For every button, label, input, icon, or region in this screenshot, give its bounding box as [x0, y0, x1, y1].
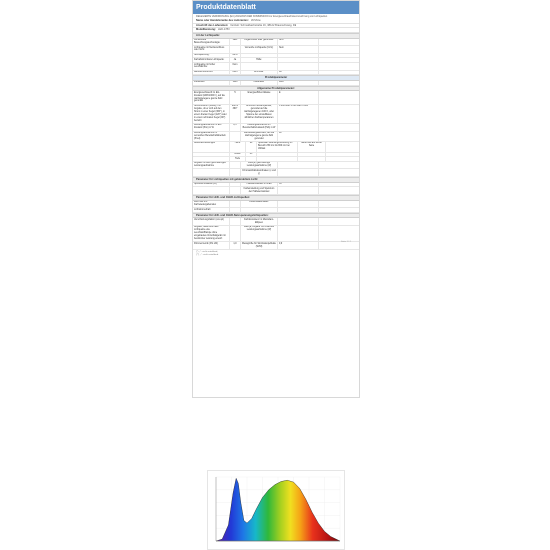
- section-light-source-type: Art der Lichtquelle:: [193, 33, 359, 39]
- supplier-value: McShine: [250, 19, 261, 23]
- product-data-sheet: [192, 0, 360, 398]
- param-header: Parameter: [241, 81, 278, 85]
- table-cell: Verwendete Beleuchtungstechnologie:: [193, 39, 230, 46]
- directional-row: [193, 187, 359, 195]
- table-cell: [230, 132, 241, 142]
- spectrum-svg: [208, 471, 344, 549]
- footnotes: [193, 250, 359, 258]
- table-cell: 56: [278, 183, 319, 187]
- table-cell: 8,5: [230, 124, 241, 131]
- table-cell: Leistungsaufnahme im Ein-Zustand (Pon) in W: [193, 124, 230, 131]
- dimension-row: [193, 142, 359, 153]
- table-cell: [230, 187, 241, 194]
- section-led-oled: Parameter für LED- und OLED-Lichtquellen:: [193, 195, 359, 201]
- section-directional: Parameter für Lichtquellen mit gebündeltem Licht:: [193, 177, 359, 183]
- table-cell: [193, 169, 230, 176]
- table-cell: [230, 226, 241, 241]
- type-row: [193, 39, 359, 47]
- supplier-info: [193, 19, 359, 33]
- table-cell: Energieverbrauch im Ein-Zustand (kWh/1000 h), auf die nächstgelegene ganze Zahl gerundet: [193, 91, 230, 103]
- spectrum-chart: [207, 470, 345, 550]
- table-cell: [230, 162, 241, 169]
- table-cell: Halbwertswinkel in Grad: [241, 183, 278, 187]
- table-cell: [241, 54, 278, 58]
- supplier-value: Vertrieb: Schmalbachstraße 16, 38122 Braunschweig, DE: [230, 23, 297, 27]
- footnote: (**) „-“: nicht zutreffend.: [196, 253, 219, 256]
- table-cell: Außenabmessungen: [193, 142, 230, 152]
- general-row: [193, 105, 359, 124]
- table-cell: [257, 157, 298, 161]
- table-cell: Blendschutzschild:: [193, 71, 230, 75]
- equivalent-row: [193, 162, 359, 170]
- table-cell: [246, 157, 257, 161]
- table-cell: Nein: [230, 63, 241, 70]
- table-cell: Vernetzte Lichtquelle (CLS):: [241, 46, 278, 53]
- led-oled-table: [193, 201, 359, 213]
- table-cell: [278, 124, 319, 131]
- table-cell: [193, 187, 230, 194]
- param-header: Wert: [230, 81, 241, 85]
- mains-row: [193, 218, 359, 226]
- table-cell: Angabe, dass eine LED-Lichtquelle eine Leuchtstofflampe ohne eingebautes Vorschaltgerät mit bestimmter Leistung ersetzt: [193, 226, 230, 241]
- table-cell: [278, 162, 319, 169]
- table-cell: Lichtquelle mit hoher Leuchtdichte:: [193, 63, 230, 70]
- sheet-title: Produktdatenblatt: [193, 1, 359, 14]
- table-cell: Ja: [230, 58, 241, 62]
- mains-led-table: [193, 218, 359, 250]
- dimension-table: [193, 142, 359, 162]
- table-cell: Messgröße für Stroboskopeffekte (SVM): [241, 242, 278, 249]
- supplier-label: Anschrift des Lieferanten:: [196, 23, 229, 27]
- table-cell: MLS: [230, 54, 241, 58]
- table-cell: Ungebündelt oder gebündelt:: [241, 39, 278, 46]
- section-product-parameters: Produktparameter: [193, 75, 359, 81]
- table-cell: Spektrale Strahlungsverteilung im Bereich 250 nm bis 800 nm bei Volllast: [257, 142, 298, 152]
- mains-row: [193, 226, 359, 242]
- table-cell: Spitzenlichtstärke (cd): [193, 183, 230, 187]
- equivalent-power-table: [193, 162, 359, 177]
- type-row: [193, 46, 359, 54]
- supplier-label: Modellkennung:: [196, 28, 216, 32]
- table-cell: E: [278, 91, 319, 103]
- table-cell: Farbwiedergabeindex, auf die nächstgelegene ganze Zahl gerundet: [241, 132, 278, 142]
- mains-row: [193, 242, 359, 250]
- table-cell: [230, 46, 241, 53]
- table-cell: [278, 187, 319, 194]
- general-row: [193, 124, 359, 132]
- table-cell: Siehe Bild auf letzter Seite: [298, 142, 326, 152]
- general-table: [193, 91, 359, 142]
- table-cell: Wert des R9-Farbwiedergabeindex: [193, 201, 230, 208]
- table-cell: Nutzlichtstrom (Φuse), mit Angabe, ob er sich auf den Strom in einer Kegel (360°), in einem breiten Kegel (120°) oder in einem schmalen Kegel (90°) bezieht: [193, 105, 230, 123]
- table-cell: [278, 63, 319, 70]
- table-cell: Netzspannung:: [193, 54, 230, 58]
- table-cell: Nein: [278, 46, 319, 53]
- table-cell: 5: [230, 91, 241, 103]
- table-cell: [230, 201, 241, 208]
- led-oled-row: [193, 201, 359, 209]
- table-cell: 80: [278, 132, 319, 142]
- table-cell: 1,0: [230, 242, 241, 249]
- table-cell: [298, 157, 326, 161]
- table-cell: Nein: [230, 71, 241, 75]
- table-cell: Tiefe: [230, 157, 246, 161]
- table-cell: NLS: [278, 39, 319, 46]
- regulation-text: DELEGIERTE VERORDNUNG (EU) 2019/2015 DER KOMMISSION zur Energieverbrauchskennzeichnung von Lichtquellen: [196, 15, 328, 18]
- table-cell: Falls ja, Angabe zur ersetzten Leistungsaufnahme (W): [241, 226, 278, 241]
- table-cell: [278, 226, 319, 241]
- table-cell: Lichtstromerhalt: [193, 208, 230, 212]
- table-cell: Ja: [278, 71, 319, 75]
- general-row: [193, 132, 359, 143]
- table-cell: [278, 201, 319, 208]
- table-cell: Chromatizitätskoordinaten (x und y): [241, 169, 278, 176]
- table-cell: 25: [246, 153, 257, 157]
- table-cell: Leistungsaufnahme im Bereitschaftszustand (Psb) in W: [241, 124, 278, 131]
- table-cell: Verschiebungsfaktor (cos φ1): [193, 218, 230, 225]
- table-cell: [230, 183, 241, 187]
- table-cell: 860 in 360°: [230, 105, 241, 123]
- general-row: [193, 91, 359, 104]
- table-cell: 90: [246, 142, 257, 152]
- table-cell: Farbeinstellung und Spektrum der Halbwertswinkel: [241, 187, 278, 194]
- table-cell: [241, 208, 278, 212]
- table-cell: [278, 218, 319, 225]
- table-cell: 0,9: [278, 242, 319, 249]
- type-row: [193, 63, 359, 71]
- table-cell: [278, 58, 319, 62]
- table-cell: [278, 208, 319, 212]
- table-cell: [230, 208, 241, 212]
- table-cell: [193, 157, 230, 161]
- table-cell: Farbabstimmbare Lichtquelle:: [193, 58, 230, 62]
- table-cell: Lichtquelle mit Netzanschluss oder nicht:: [193, 46, 230, 53]
- param-header: Parameter: [193, 81, 230, 85]
- section-general-parameters: Allgemeine Produktparameter:: [193, 86, 359, 92]
- supplier-label: Name oder Handelsmarke des Lieferanten:: [196, 19, 249, 23]
- equivalent-row: [193, 169, 359, 177]
- table-cell: [230, 169, 241, 176]
- param-header: Wert: [278, 81, 319, 85]
- directional-table: [193, 183, 359, 195]
- footnote: (*) „-“: nicht zutreffend;: [196, 250, 218, 253]
- page-number: Seite 1 / 2: [341, 241, 351, 243]
- table-cell: [257, 153, 298, 157]
- table-cell: LED: [230, 39, 241, 46]
- table-cell: Angabe zu einer gleichwertigen Leistungsaufnahme: [193, 162, 230, 169]
- section-mains-led: Parameter für LED- und OLED-Netzspannungslichtquellen:: [193, 213, 359, 219]
- table-cell: [230, 218, 241, 225]
- table-cell: Höhe: [230, 142, 246, 152]
- table-cell: Ähnliche Farbtemperatur, gerundet auf die nächstgelegenen 100 K, oder Spanne der einstellbaren ähnlichen Farbtemperaturen: [241, 105, 278, 123]
- table-cell: [241, 63, 278, 70]
- table-cell: Leistungsaufnahme im vernetzten Bereitschaftsbetrieb (Pnet): [193, 132, 230, 142]
- table-cell: Breite: [230, 153, 246, 157]
- table-cell: Flimmermetrik (Pst LM): [193, 242, 230, 249]
- table-cell: [278, 54, 319, 58]
- table-cell: Lebensdauerfaktor: [241, 201, 278, 208]
- table-cell: 3 000 oder 4 000 oder 6 000: [278, 105, 319, 123]
- table-cell: [193, 153, 230, 157]
- spectrum-area: [216, 478, 340, 541]
- table-cell: Dimmbar:: [241, 71, 278, 75]
- table-cell: Hülle:: [241, 58, 278, 62]
- table-cell: Falls ja, gleichwertige Leistungsaufnahme (W): [241, 162, 278, 169]
- table-cell: Farbkonsistenz in MacAdam-Ellipsen: [241, 218, 278, 225]
- table-cell: [278, 169, 319, 176]
- table-cell: [298, 153, 326, 157]
- table-cell: Energieeffizienzklasse: [241, 91, 278, 103]
- supplier-value: LED-1783: [217, 28, 230, 32]
- type-table: [193, 39, 359, 76]
